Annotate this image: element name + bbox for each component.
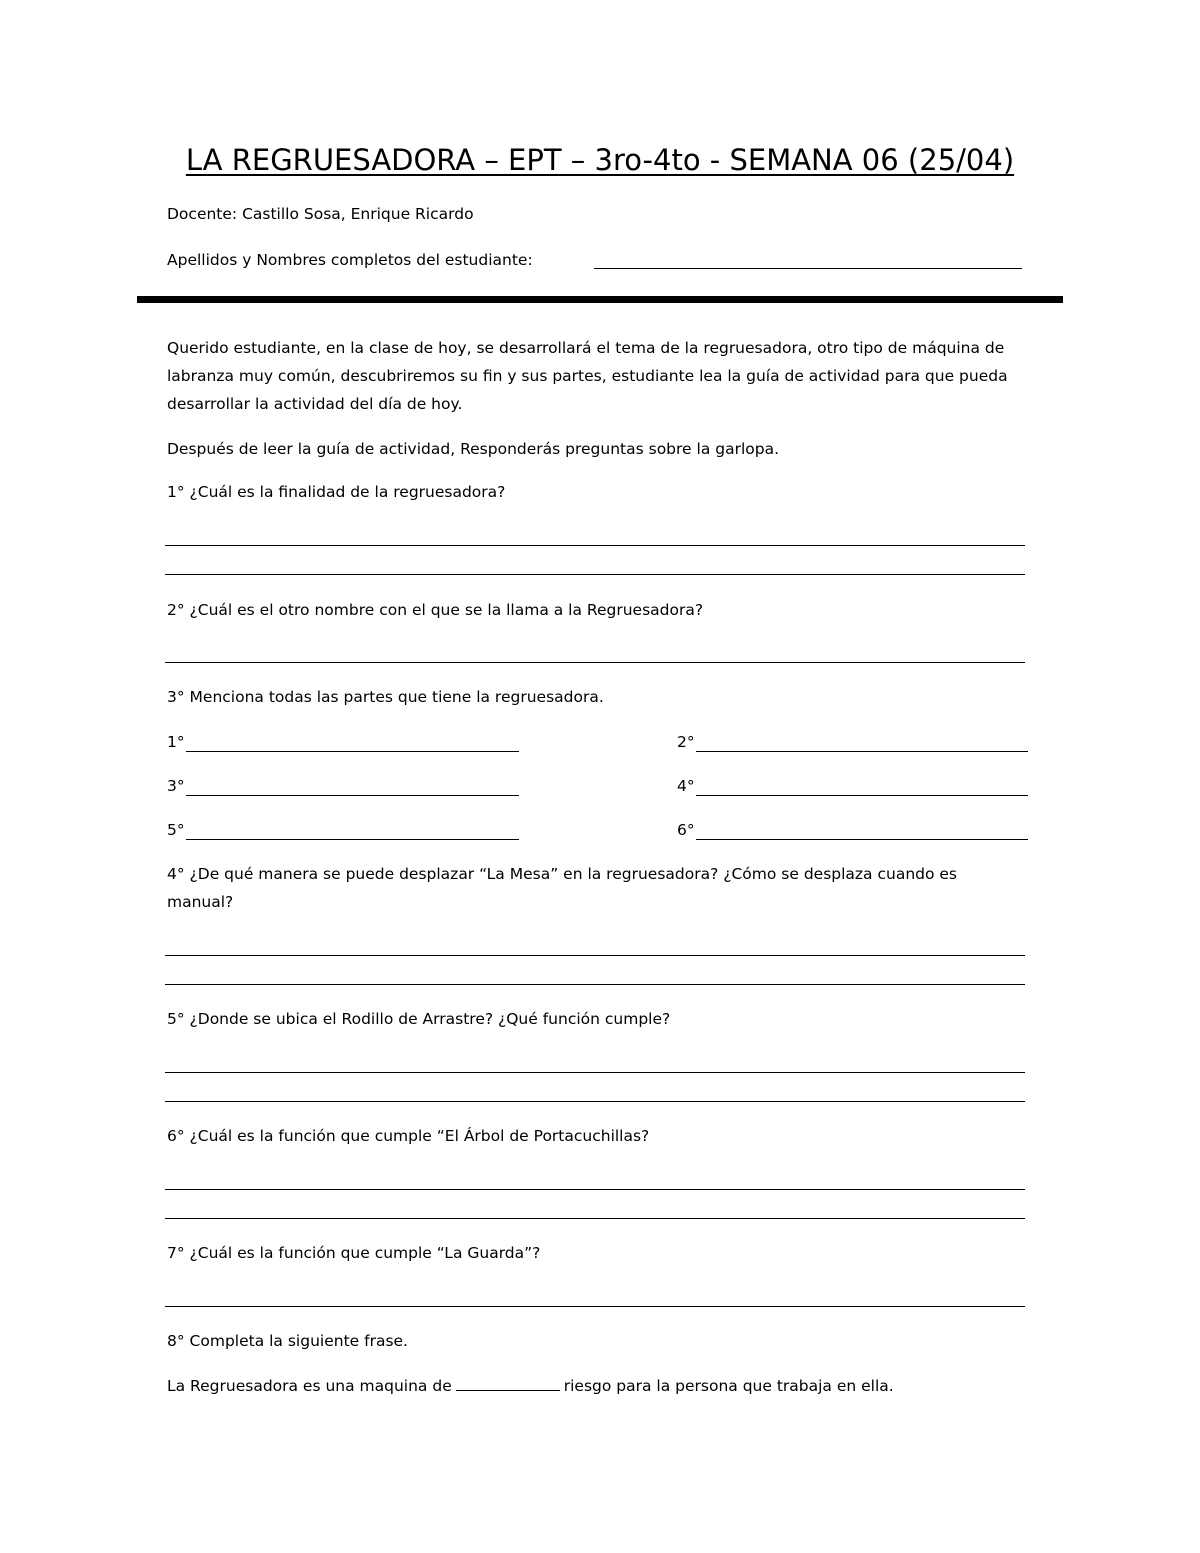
question-6: 6° ¿Cuál es la función que cumple “El Árbol de Portacuchillas? (167, 1127, 650, 1145)
answer-line[interactable] (165, 574, 1025, 575)
part-number: 1° (167, 733, 185, 751)
answer-line[interactable] (165, 1101, 1025, 1102)
student-name-label: Apellidos y Nombres completos del estudiante: (167, 251, 533, 269)
question-5: 5° ¿Donde se ubica el Rodillo de Arrastre? ¿Qué función cumple? (167, 1010, 671, 1028)
header-divider (137, 296, 1063, 303)
part-entry-1[interactable] (167, 733, 519, 755)
student-name-line[interactable] (594, 268, 1022, 269)
part-line[interactable] (696, 795, 1028, 796)
answer-line[interactable] (165, 955, 1025, 956)
sentence-blank[interactable] (456, 1390, 560, 1391)
part-line[interactable] (696, 839, 1028, 840)
part-entry-5[interactable] (167, 821, 519, 843)
question-1: 1° ¿Cuál es la finalidad de la regruesadora? (167, 483, 506, 501)
question-7: 7° ¿Cuál es la función que cumple “La Guarda”? (167, 1244, 541, 1262)
answer-line[interactable] (165, 1189, 1025, 1190)
answer-line[interactable] (165, 1306, 1025, 1307)
answer-line[interactable] (165, 1218, 1025, 1219)
part-number: 4° (677, 777, 695, 795)
sentence-start: La Regruesadora es una maquina de (167, 1377, 452, 1395)
question-3: 3° Menciona todas las partes que tiene la regruesadora. (167, 688, 604, 706)
part-entry-4[interactable] (677, 777, 1028, 799)
answer-line[interactable] (165, 662, 1025, 663)
part-line[interactable] (186, 839, 519, 840)
part-number: 6° (677, 821, 695, 839)
part-entry-6[interactable] (677, 821, 1028, 843)
answer-line[interactable] (165, 984, 1025, 985)
intro-paragraph: Querido estudiante, en la clase de hoy, se desarrollará el tema de la regruesadora, otro tipo de máquina de labranza muy común, descubriremos su fin y sus partes, estudiante lea la guía de actividad para que pueda desarrollar la actividad del día de hoy. (167, 339, 1008, 413)
part-line[interactable] (696, 751, 1028, 752)
answer-line[interactable] (165, 545, 1025, 546)
part-number: 2° (677, 733, 695, 751)
question-4: 4° ¿De qué manera se puede desplazar “La Mesa” en la regruesadora? ¿Cómo se desplaza cuando es manual? (167, 865, 958, 911)
part-line[interactable] (186, 751, 519, 752)
part-number: 5° (167, 821, 185, 839)
completion-sentence (167, 1377, 894, 1395)
question-2: 2° ¿Cuál es el otro nombre con el que se la llama a la Regruesadora? (167, 601, 704, 619)
part-line[interactable] (186, 795, 519, 796)
part-entry-2[interactable] (677, 733, 1028, 755)
part-number: 3° (167, 777, 185, 795)
answer-line[interactable] (165, 1072, 1025, 1073)
worksheet-title: LA REGRUESADORA – EPT – 3ro-4to - SEMANA 06 (25/04) (185, 143, 1015, 177)
part-entry-3[interactable] (167, 777, 519, 799)
sentence-end: riesgo para la persona que trabaja en ella. (563, 1377, 894, 1395)
teacher-name: Docente: Castillo Sosa, Enrique Ricardo (167, 205, 474, 223)
intro-instruction: Después de leer la guía de actividad, Responderás preguntas sobre la garlopa. (167, 440, 780, 458)
question-8: 8° Completa la siguiente frase. (167, 1332, 408, 1350)
